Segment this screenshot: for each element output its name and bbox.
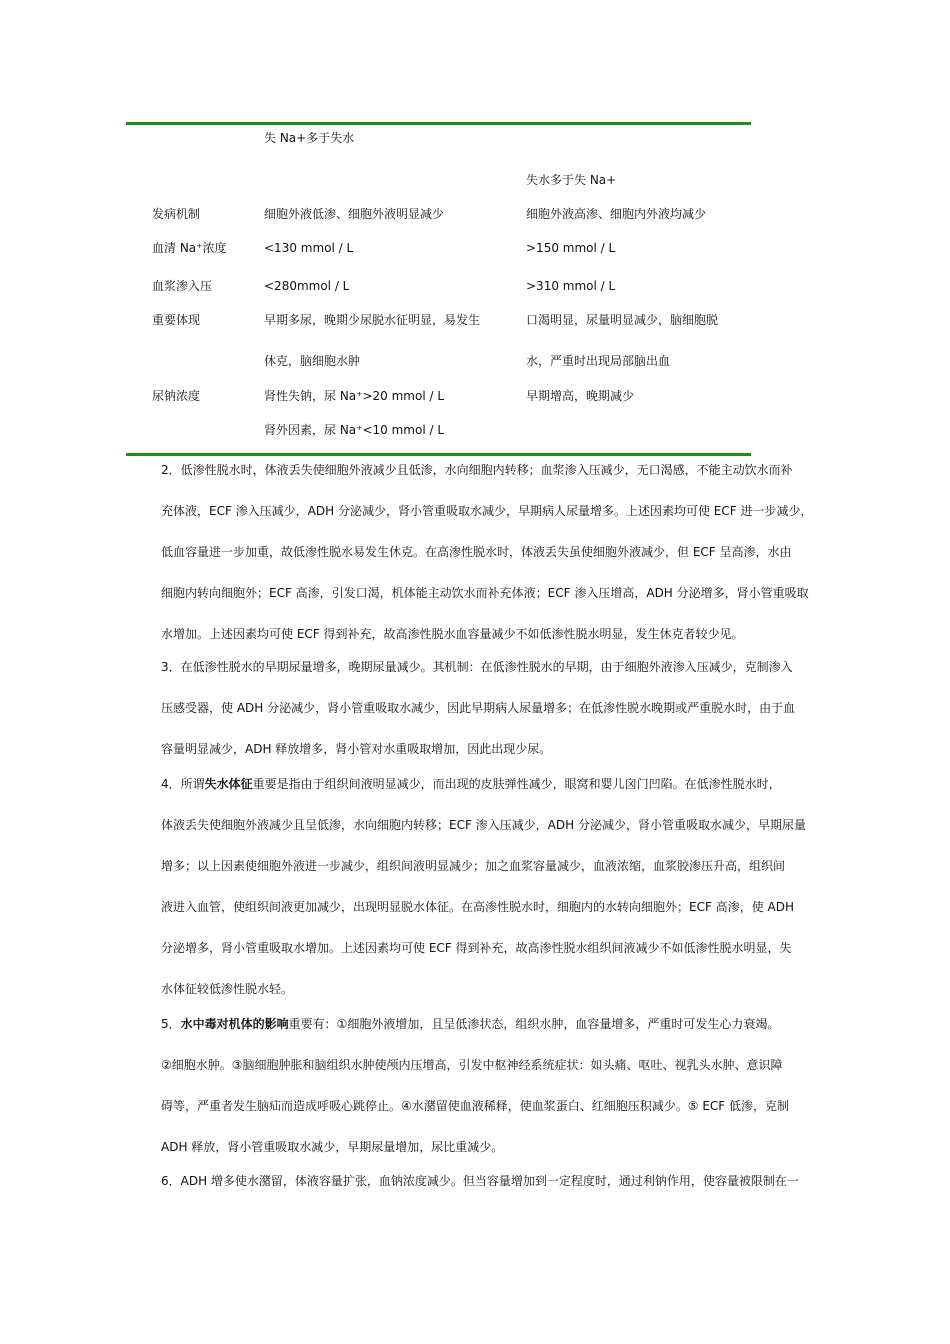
table-cell-right: >150 mmol / L <box>526 241 616 255</box>
paragraph-line: 压感受器，使 ADH 分泌减少，肾小管重吸取水减少，因此早期病人尿量增多；在低渗性脱水晚期或严重脱水时，由于血 <box>161 701 796 715</box>
paragraph-rest: 重要有：①细胞外液增加，且呈低渗状态，组织水肿，血容量增多，严重时可发生心力衰竭。 <box>288 1017 780 1031</box>
table-cell-right: >310 mmol / L <box>526 279 616 293</box>
table-row-label: 血浆渗入压 <box>152 279 213 293</box>
paragraph-line: 水体征较低渗性脱水轻。 <box>161 982 294 996</box>
paragraph-line: ADH 释放，肾小管重吸取水减少，早期尿量增加，尿比重减少。 <box>161 1140 504 1154</box>
paragraph-line: 细胞内转向细胞外；ECF 高渗，引发口渴，机体能主动饮水而补充体液；ECF 渗入压增高，ADH 分泌增多，肾小管重吸取 <box>161 586 809 600</box>
paragraph-line: 3．在低渗性脱水的早期尿量增多，晚期尿量减少。其机制：在低渗性脱水的早期，由于细胞外液渗入压减少，克制渗入 <box>161 660 793 674</box>
paragraph-line: 水增加。上述因素均可使 ECF 得到补充，故高渗性脱水血容量减少不如低渗性脱水明显，发生休克者较少见。 <box>161 627 744 641</box>
table-cell-left: 早期多尿，晚期少尿脱水征明显，易发生 <box>264 313 481 327</box>
paragraph-line: 6．ADH 增多使水潴留，体液容量扩张，血钠浓度减少。但当容量增加到一定程度时，通过利钠作用，使容量被限制在一 <box>161 1174 799 1188</box>
table-cell-right: 细胞外液高渗、细胞内外液均减少 <box>526 207 707 221</box>
paragraph-line: ②细胞水肿。③脑细胞肿胀和脑组织水肿使颅内压增高，引发中枢神经系统症状：如头痛、呕吐、视乳头水肿、意识障 <box>161 1058 783 1072</box>
table-bottom-rule <box>126 453 751 456</box>
paragraph-line: 液进入血管，使组织间液更加减少，出现明显脱水体征。在高渗性脱水时，细胞内的水转向细胞外；ECF 高渗，使 ADH <box>161 900 794 914</box>
paragraph-lead: 4．所谓 <box>161 777 205 791</box>
paragraph-line: 2．低渗性脱水时，体液丢失使细胞外液减少且低渗，水向细胞内转移；血浆渗入压减少，无口渴感，不能主动饮水而补 <box>161 463 793 477</box>
table-row-label: 尿钠浓度 <box>152 389 201 403</box>
table-row-label: 重要体现 <box>152 313 201 327</box>
table-header-left: 失 Na+多于失水 <box>264 131 355 145</box>
bold-term: 水中毒对机体的影响 <box>180 1017 289 1031</box>
table-cell-left: 肾外因素，尿 Na⁺<10 mmol / L <box>264 423 445 437</box>
paragraph-3 <box>161 660 811 756</box>
table-cell-right: 早期增高，晚期减少 <box>526 389 635 403</box>
paragraph-lead: 5． <box>161 1017 181 1031</box>
table-cell-left: <130 mmol / L <box>264 241 354 255</box>
paragraph-5 <box>161 1017 811 1154</box>
paragraph-line: 增多；以上因素使细胞外液进一步减少，组织间液明显减少；加之血浆容量减少，血液浓缩，血浆胶渗压升高，组织间 <box>161 859 786 873</box>
table-header-right: 失水多于失 Na+ <box>526 173 617 187</box>
paragraph-line: 低血容量进一步加重，故低渗性脱水易发生休克。在高渗性脱水时，体液丢失虽使细胞外液减少，但 ECF 呈高渗，水由 <box>161 545 792 559</box>
table-cell-left: 细胞外液低渗、细胞外液明显减少 <box>264 207 445 221</box>
paragraph-line: 碍等，严重者发生脑疝而造成呼吸心跳停止。④水潴留使血液稀释，使血浆蛋白、红细胞压积减少。⑤ ECF 低渗，克制 <box>161 1099 790 1113</box>
paragraph-line: 体液丢失使细胞外液减少且呈低渗，水向细胞内转移；ECF 渗入压减少，ADH 分泌减少，肾小管重吸取水减少，早期尿量 <box>161 818 806 832</box>
paragraph-6 <box>161 1174 811 1188</box>
table-row-label: 血清 Na⁺浓度 <box>152 241 227 255</box>
table-cell-left: 休克，脑细胞水肿 <box>264 354 361 368</box>
paragraph-line: 分泌增多，肾小管重吸取水增加。上述因素均可使 ECF 得到补充，故高渗性脱水组织间液减少不如低渗性脱水明显，失 <box>161 941 792 955</box>
paragraph-rest: 重要是指由于组织间液明显减少，而出现的皮肤弹性减少，眼窝和婴儿囟门凹陷。在低渗性脱水时， <box>252 777 781 791</box>
table-cell-right: 水，严重时出现局部脑出血 <box>526 354 671 368</box>
table-row-label: 发病机制 <box>152 207 201 221</box>
paragraph-2 <box>161 463 811 641</box>
table-cell-left: 肾性失钠，尿 Na⁺>20 mmol / L <box>264 389 445 403</box>
paragraph-line <box>161 777 811 818</box>
paragraph-line: 容量明显减少，ADH 释放增多，肾小管对水重吸取增加，因此出现少尿。 <box>161 742 552 756</box>
table-top-rule <box>126 122 751 125</box>
bold-term: 失水体征 <box>204 777 253 791</box>
table-cell-right: 口渴明显，尿量明显减少，脑细胞脱 <box>526 313 719 327</box>
table-cell-left: <280mmol / L <box>264 279 350 293</box>
paragraph-line: 充体液，ECF 渗入压减少，ADH 分泌减少，肾小管重吸取水减少，早期病人尿量增多。上述因素均可使 ECF 进一步减少， <box>161 504 813 518</box>
paragraph-4 <box>161 777 811 996</box>
paragraph-line <box>161 1017 811 1058</box>
